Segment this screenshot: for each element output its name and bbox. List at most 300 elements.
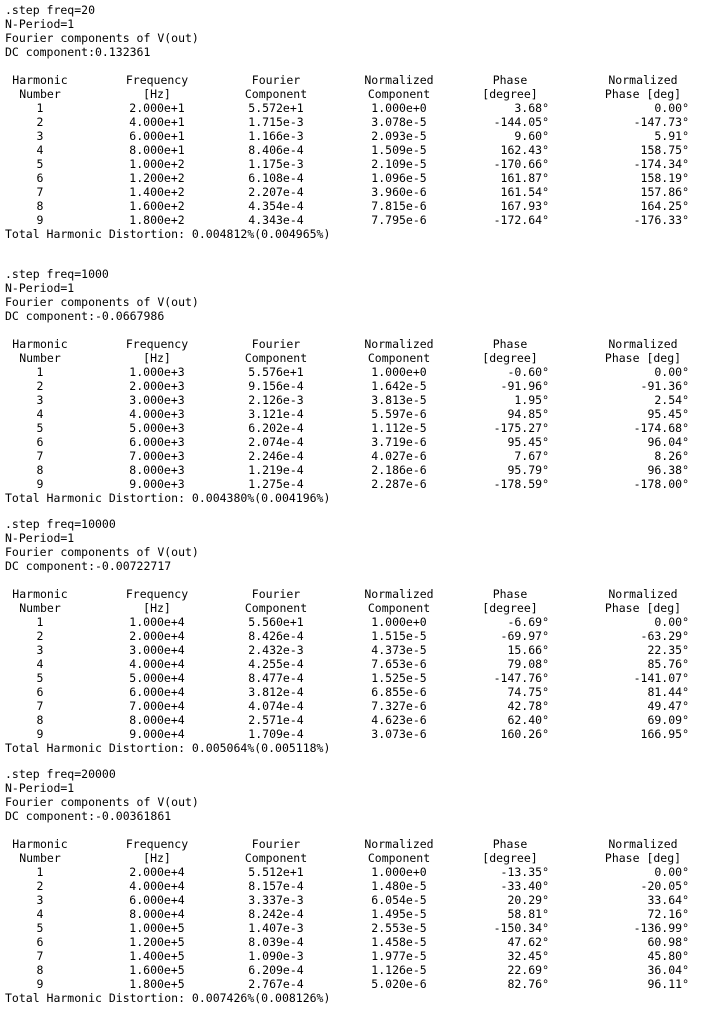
table-cell: 1.200e+2 (129, 171, 185, 185)
table-cell: 3.121e-4 (248, 407, 304, 421)
table-cell: -144.05° (493, 115, 549, 129)
table-cell: 20.29° (507, 893, 549, 907)
table-cell: 5.91° (654, 129, 689, 143)
table-row (5, 727, 705, 741)
table-cell: 1.000e+0 (371, 101, 427, 115)
table-cell: 1.000e+3 (129, 365, 185, 379)
table-cell: 3.073e-6 (371, 727, 427, 741)
table-cell: 1.709e-4 (248, 727, 304, 741)
table-cell: 3.812e-4 (248, 685, 304, 699)
table-cell: 3.078e-5 (371, 115, 427, 129)
step-label: .step freq=1000 (5, 267, 109, 281)
column-header: Fourier (251, 337, 301, 351)
column-header: [Hz] (143, 87, 171, 101)
column-header: Fourier (251, 837, 301, 851)
table-row (5, 449, 705, 463)
table-cell: 6.054e-5 (371, 893, 427, 907)
table-header-row (5, 73, 705, 87)
table-cell: 8.406e-4 (248, 143, 304, 157)
table-cell: 2 (36, 115, 44, 129)
table-cell: 9 (36, 977, 44, 991)
table-cell: 1.000e+2 (129, 157, 185, 171)
table-cell: 6.108e-4 (248, 171, 304, 185)
nperiod-label: N-Period=1 (5, 531, 75, 545)
table-cell: 96.04° (647, 435, 689, 449)
thd-value: Total Harmonic Distortion: 0.004812%(0.004965%) (5, 227, 331, 241)
fourier-title: Fourier components of V(out) (5, 295, 199, 309)
table-cell: 5.000e+3 (129, 421, 185, 435)
table-cell: -178.00° (633, 477, 689, 491)
table-cell: 5.560e+1 (248, 615, 304, 629)
table-cell: 8.000e+4 (129, 907, 185, 921)
column-header: Component (367, 87, 431, 101)
table-row (5, 435, 705, 449)
thd-value: Total Harmonic Distortion: 0.004380%(0.004196%) (5, 491, 331, 505)
table-cell: 1 (36, 101, 44, 115)
table-row (5, 407, 705, 421)
table-cell: -63.29° (640, 629, 689, 643)
table-header-row (5, 837, 705, 851)
table-cell: 7.653e-6 (371, 657, 427, 671)
column-header: Component (367, 851, 431, 865)
table-cell: 1.200e+5 (129, 935, 185, 949)
table-cell: -141.07° (633, 671, 689, 685)
table-row (5, 907, 705, 921)
table-cell: -91.36° (640, 379, 689, 393)
fourier-title: Fourier components of V(out) (5, 31, 199, 45)
thd-value: Total Harmonic Distortion: 0.007426%(0.008126%) (5, 991, 331, 1005)
table-cell: 5.597e-6 (371, 407, 427, 421)
table-cell: 4.000e+3 (129, 407, 185, 421)
table-row (5, 893, 705, 907)
table-cell: 9 (36, 213, 44, 227)
table-cell: 1.275e-4 (248, 477, 304, 491)
table-cell: 2.000e+4 (129, 629, 185, 643)
table-cell: 6 (36, 685, 44, 699)
table-cell: 1.642e-5 (371, 379, 427, 393)
table-row (5, 713, 705, 727)
table-cell: 1.219e-4 (248, 463, 304, 477)
table-cell: 8 (36, 463, 44, 477)
table-cell: 8.000e+3 (129, 463, 185, 477)
table-cell: 4.000e+1 (129, 115, 185, 129)
table-header-row (5, 337, 705, 351)
table-cell: 161.54° (500, 185, 549, 199)
table-cell: 9.000e+3 (129, 477, 185, 491)
table-row (5, 977, 705, 991)
table-cell: 1.112e-5 (371, 421, 427, 435)
table-cell: 6 (36, 171, 44, 185)
table-cell: 5.512e+1 (248, 865, 304, 879)
column-header: Fourier (251, 73, 301, 87)
column-header: Number (19, 601, 61, 615)
table-row (5, 143, 705, 157)
table-cell: 1.480e-5 (371, 879, 427, 893)
table-cell: 6 (36, 935, 44, 949)
table-cell: -33.40° (500, 879, 549, 893)
fourier-step-block (5, 3, 705, 241)
table-cell: 94.85° (507, 407, 549, 421)
table-cell: 96.11° (647, 977, 689, 991)
table-cell: 4.074e-4 (248, 699, 304, 713)
column-header: Phase (492, 337, 528, 351)
table-row (5, 963, 705, 977)
table-row (5, 615, 705, 629)
table-cell: 1.126e-5 (371, 963, 427, 977)
dc-component: DC component:-0.00722717 (5, 559, 172, 573)
table-cell: 4 (36, 657, 44, 671)
dc-component: DC component:-0.00361861 (5, 809, 172, 823)
nperiod-label: N-Period=1 (5, 17, 75, 31)
table-cell: -136.99° (633, 921, 689, 935)
section-gap (5, 755, 705, 767)
table-cell: -69.97° (500, 629, 549, 643)
table-cell: 3.000e+4 (129, 643, 185, 657)
table-row (5, 921, 705, 935)
column-header: Component (367, 601, 431, 615)
table-cell: 2.767e-4 (248, 977, 304, 991)
table-cell: 2.246e-4 (248, 449, 304, 463)
table-cell: 45.80° (647, 949, 689, 963)
table-cell: 6.000e+4 (129, 685, 185, 699)
column-header: [degree] (482, 851, 538, 865)
table-cell: 95.79° (507, 463, 549, 477)
column-header: [degree] (482, 351, 538, 365)
table-cell: 1.175e-3 (248, 157, 304, 171)
table-row (5, 643, 705, 657)
table-cell: 42.78° (507, 699, 549, 713)
table-cell: 4.000e+4 (129, 879, 185, 893)
table-cell: 1.515e-5 (371, 629, 427, 643)
table-cell: 3.000e+3 (129, 393, 185, 407)
table-cell: 2.432e-3 (248, 643, 304, 657)
table-cell: 33.64° (647, 893, 689, 907)
table-row (5, 657, 705, 671)
table-cell: 85.76° (647, 657, 689, 671)
table-cell: 2.287e-6 (371, 477, 427, 491)
thd-value: Total Harmonic Distortion: 0.005064%(0.005118%) (5, 741, 331, 755)
table-cell: -6.69° (507, 615, 549, 629)
table-cell: 2 (36, 879, 44, 893)
table-cell: -0.60° (507, 365, 549, 379)
table-cell: -147.76° (493, 671, 549, 685)
table-cell: 1.400e+5 (129, 949, 185, 963)
table-cell: 1.096e-5 (371, 171, 427, 185)
blank-line (5, 59, 705, 73)
table-cell: 1.000e+4 (129, 615, 185, 629)
table-cell: 8.039e-4 (248, 935, 304, 949)
table-cell: 4.623e-6 (371, 713, 427, 727)
table-cell: -176.33° (633, 213, 689, 227)
table-row (5, 879, 705, 893)
table-cell: 5.576e+1 (248, 365, 304, 379)
table-cell: -170.66° (493, 157, 549, 171)
table-cell: 95.45° (647, 407, 689, 421)
table-cell: 1.407e-3 (248, 921, 304, 935)
table-row (5, 379, 705, 393)
table-cell: 3.960e-6 (371, 185, 427, 199)
column-header: [degree] (482, 601, 538, 615)
table-cell: 62.40° (507, 713, 549, 727)
step-label: .step freq=20 (5, 3, 96, 17)
column-header: Harmonic (12, 337, 68, 351)
table-cell: -13.35° (500, 865, 549, 879)
table-cell: 36.04° (647, 963, 689, 977)
table-row (5, 685, 705, 699)
column-header: Component (244, 351, 308, 365)
table-cell: 2.126e-3 (248, 393, 304, 407)
fourier-title: Fourier components of V(out) (5, 795, 199, 809)
table-header-row (5, 87, 705, 101)
table-cell: 1.495e-5 (371, 907, 427, 921)
table-row (5, 129, 705, 143)
table-cell: 6.000e+3 (129, 435, 185, 449)
fourier-step-block (5, 767, 705, 1005)
table-cell: 79.08° (507, 657, 549, 671)
table-cell: 2.074e-4 (248, 435, 304, 449)
table-cell: 95.45° (507, 435, 549, 449)
table-cell: 7.795e-6 (371, 213, 427, 227)
table-cell: 5 (36, 671, 44, 685)
column-header: Normalized (364, 73, 434, 87)
table-cell: 2.54° (654, 393, 689, 407)
table-cell: 2.571e-4 (248, 713, 304, 727)
table-cell: 8.000e+1 (129, 143, 185, 157)
table-cell: 4.000e+4 (129, 657, 185, 671)
step-label: .step freq=20000 (5, 767, 116, 781)
blank-line (5, 573, 705, 587)
table-row (5, 185, 705, 199)
spice-log-output[interactable] (5, 3, 705, 1005)
table-cell: 2.109e-5 (371, 157, 427, 171)
column-header: [Hz] (143, 601, 171, 615)
table-cell: 1.600e+5 (129, 963, 185, 977)
table-cell: 1.000e+0 (371, 365, 427, 379)
table-cell: 9.000e+4 (129, 727, 185, 741)
column-header: Normalized (608, 587, 678, 601)
table-cell: 8 (36, 713, 44, 727)
table-row (5, 213, 705, 227)
table-cell: 7 (36, 699, 44, 713)
table-cell: 166.95° (640, 727, 689, 741)
table-cell: 4.027e-6 (371, 449, 427, 463)
table-cell: 9 (36, 477, 44, 491)
table-cell: 2.000e+1 (129, 101, 185, 115)
table-row (5, 421, 705, 435)
table-cell: 1.000e+0 (371, 865, 427, 879)
table-cell: 1.600e+2 (129, 199, 185, 213)
table-cell: 7 (36, 949, 44, 963)
column-header: Number (19, 87, 61, 101)
column-header: Normalized (608, 337, 678, 351)
column-header: [Hz] (143, 851, 171, 865)
column-header: Phase [deg] (604, 87, 682, 101)
section-gap (5, 241, 705, 267)
table-cell: 2.186e-6 (371, 463, 427, 477)
table-cell: 6 (36, 435, 44, 449)
table-cell: -175.27° (493, 421, 549, 435)
table-row (5, 935, 705, 949)
table-cell: 1.525e-5 (371, 671, 427, 685)
table-cell: 1 (36, 865, 44, 879)
column-header: Component (244, 601, 308, 615)
table-cell: 96.38° (647, 463, 689, 477)
table-cell: 160.26° (500, 727, 549, 741)
table-cell: 7.67° (514, 449, 549, 463)
table-row (5, 865, 705, 879)
table-cell: 2 (36, 379, 44, 393)
table-cell: 3 (36, 643, 44, 657)
table-row (5, 671, 705, 685)
table-cell: -174.34° (633, 157, 689, 171)
table-cell: 2.093e-5 (371, 129, 427, 143)
blank-line (5, 823, 705, 837)
table-cell: 82.76° (507, 977, 549, 991)
table-cell: 167.93° (500, 199, 549, 213)
column-header: Harmonic (12, 73, 68, 87)
column-header: Number (19, 351, 61, 365)
column-header: Normalized (608, 837, 678, 851)
table-header-row (5, 351, 705, 365)
dc-component: DC component:0.132361 (5, 45, 151, 59)
table-cell: 2.553e-5 (371, 921, 427, 935)
table-cell: -172.64° (493, 213, 549, 227)
table-cell: 1.458e-5 (371, 935, 427, 949)
table-cell: 3 (36, 393, 44, 407)
table-cell: -147.73° (633, 115, 689, 129)
table-cell: 60.98° (647, 935, 689, 949)
table-cell: 2.207e-4 (248, 185, 304, 199)
table-cell: 1.000e+5 (129, 921, 185, 935)
table-row (5, 393, 705, 407)
column-header: Phase (492, 587, 528, 601)
table-cell: 7.327e-6 (371, 699, 427, 713)
table-cell: 1.715e-3 (248, 115, 304, 129)
table-cell: 8.26° (654, 449, 689, 463)
table-cell: 1.95° (514, 393, 549, 407)
table-header-row (5, 851, 705, 865)
table-row (5, 115, 705, 129)
table-cell: 8.000e+4 (129, 713, 185, 727)
column-header: Harmonic (12, 837, 68, 851)
table-cell: -178.59° (493, 477, 549, 491)
table-cell: 5 (36, 921, 44, 935)
table-cell: 162.43° (500, 143, 549, 157)
table-cell: 3 (36, 893, 44, 907)
table-row (5, 463, 705, 477)
column-header: Phase [deg] (604, 351, 682, 365)
table-row (5, 365, 705, 379)
table-cell: 7 (36, 185, 44, 199)
section-gap (5, 505, 705, 517)
table-cell: 58.81° (507, 907, 549, 921)
table-cell: 9.156e-4 (248, 379, 304, 393)
column-header: Frequency (125, 837, 189, 851)
table-cell: 7.000e+3 (129, 449, 185, 463)
column-header: Normalized (364, 837, 434, 851)
table-cell: 8 (36, 199, 44, 213)
table-cell: 69.09° (647, 713, 689, 727)
table-cell: 6.202e-4 (248, 421, 304, 435)
table-cell: 8.426e-4 (248, 629, 304, 643)
column-header: Normalized (608, 73, 678, 87)
table-row (5, 171, 705, 185)
table-row (5, 629, 705, 643)
table-cell: 8.242e-4 (248, 907, 304, 921)
table-cell: 81.44° (647, 685, 689, 699)
table-cell: 157.86° (640, 185, 689, 199)
table-cell: 0.00° (654, 101, 689, 115)
table-cell: 158.75° (640, 143, 689, 157)
table-cell: 1 (36, 365, 44, 379)
table-cell: 4 (36, 143, 44, 157)
table-row (5, 949, 705, 963)
table-cell: 4 (36, 407, 44, 421)
table-cell: 5.572e+1 (248, 101, 304, 115)
table-cell: 4.373e-5 (371, 643, 427, 657)
column-header: Frequency (125, 337, 189, 351)
table-cell: 8.477e-4 (248, 671, 304, 685)
table-cell: 6.000e+1 (129, 129, 185, 143)
table-row (5, 101, 705, 115)
column-header: [degree] (482, 87, 538, 101)
table-cell: 47.62° (507, 935, 549, 949)
table-cell: 1.000e+0 (371, 615, 427, 629)
table-cell: 1 (36, 615, 44, 629)
table-cell: 3 (36, 129, 44, 143)
table-cell: 74.75° (507, 685, 549, 699)
column-header: Frequency (125, 587, 189, 601)
table-cell: 3.68° (514, 101, 549, 115)
column-header: Number (19, 851, 61, 865)
table-cell: 72.16° (647, 907, 689, 921)
fourier-step-block (5, 267, 705, 505)
table-cell: 49.47° (647, 699, 689, 713)
nperiod-label: N-Period=1 (5, 781, 75, 795)
column-header: Phase [deg] (604, 851, 682, 865)
table-cell: 164.25° (640, 199, 689, 213)
column-header: Fourier (251, 587, 301, 601)
table-row (5, 157, 705, 171)
table-cell: 15.66° (507, 643, 549, 657)
table-cell: 9.60° (514, 129, 549, 143)
table-cell: 6.855e-6 (371, 685, 427, 699)
fourier-step-block (5, 517, 705, 755)
table-cell: 1.090e-3 (248, 949, 304, 963)
table-cell: 22.35° (647, 643, 689, 657)
table-cell: 3.337e-3 (248, 893, 304, 907)
blank-line (5, 323, 705, 337)
nperiod-label: N-Period=1 (5, 281, 75, 295)
fourier-title: Fourier components of V(out) (5, 545, 199, 559)
table-cell: 3.813e-5 (371, 393, 427, 407)
table-row (5, 699, 705, 713)
table-cell: -150.34° (493, 921, 549, 935)
table-cell: 7.815e-6 (371, 199, 427, 213)
table-cell: 1.166e-3 (248, 129, 304, 143)
table-cell: 0.00° (654, 365, 689, 379)
table-cell: 5 (36, 421, 44, 435)
column-header: Component (244, 851, 308, 865)
column-header: Component (244, 87, 308, 101)
dc-component: DC component:-0.0667986 (5, 309, 165, 323)
table-cell: 5.020e-6 (371, 977, 427, 991)
table-cell: 4.343e-4 (248, 213, 304, 227)
table-cell: 3.719e-6 (371, 435, 427, 449)
table-cell: 7.000e+4 (129, 699, 185, 713)
table-cell: 7 (36, 449, 44, 463)
table-cell: 8.157e-4 (248, 879, 304, 893)
